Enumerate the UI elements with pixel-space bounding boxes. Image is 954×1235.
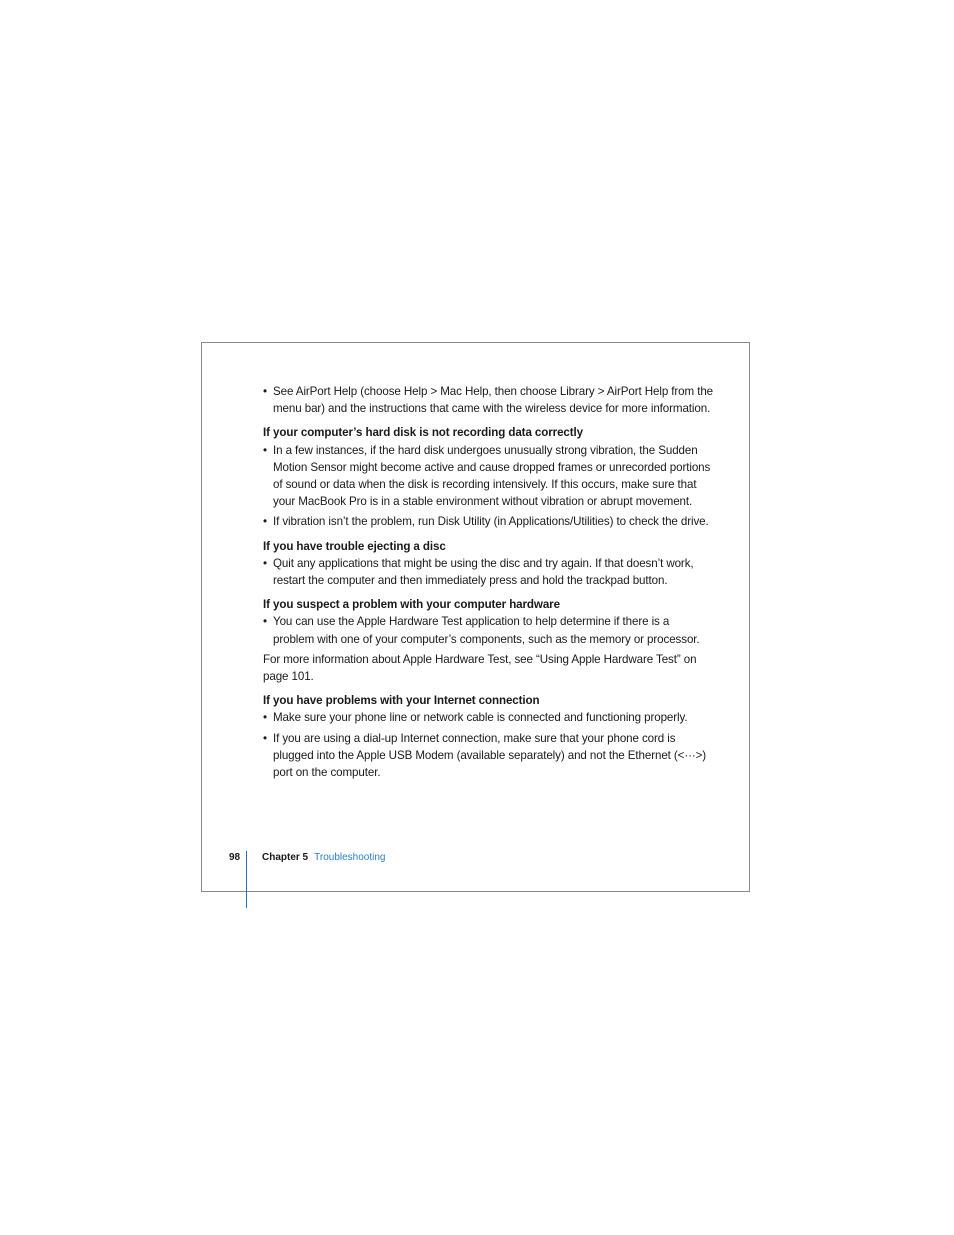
bullet-item xyxy=(263,555,713,589)
bullet-text: If you are using a dial-up Internet connection, make sure that your phone cord is plugged into the Apple USB Modem (available separately) and not the Ethernet (<···>) port on the computer. xyxy=(273,731,707,780)
bullet-text: See AirPort Help (choose Help > Mac Help, then choose Library > AirPort Help from the menu bar) and the instructions that came with the wireless device for more information. xyxy=(273,385,714,416)
bullet-item xyxy=(263,442,713,511)
page-number: 98 xyxy=(229,852,241,863)
body-paragraph: For more information about Apple Hardware Test, see “Using Apple Hardware Test” on page 101. xyxy=(263,652,697,684)
page-content xyxy=(263,383,713,784)
bullet-glyph: • xyxy=(263,615,267,629)
bullet-glyph: • xyxy=(263,385,267,398)
section-heading: If you have problems with your Internet connection xyxy=(263,694,540,708)
section-heading: If you have trouble ejecting a disc xyxy=(263,539,446,553)
bullet-glyph: • xyxy=(263,711,267,725)
section-eject-disc xyxy=(263,538,713,590)
section-internet xyxy=(263,692,713,781)
bullet-glyph: • xyxy=(263,443,267,457)
bullet-glyph: • xyxy=(263,556,267,570)
chapter-title: Troubleshooting xyxy=(314,852,386,863)
section-hardware xyxy=(263,596,713,685)
section-heading: If your computer’s hard disk is not recording data correctly xyxy=(263,426,583,440)
bullet-item xyxy=(263,383,713,417)
section-hard-disk xyxy=(263,424,713,530)
bullet-item xyxy=(263,613,713,647)
bullet-text: You can use the Apple Hardware Test application to help determine if there is a problem with one of your computer’s components, such as the memory or processor. xyxy=(273,615,700,646)
section-heading: If you suspect a problem with your computer hardware xyxy=(263,598,560,612)
section-airport xyxy=(263,383,713,417)
footer-rule xyxy=(246,851,247,908)
bullet-text: Make sure your phone line or network cable is connected and functioning properly. xyxy=(273,711,688,725)
bullet-item xyxy=(263,730,713,782)
footer-chapter xyxy=(262,851,385,864)
bullet-item xyxy=(263,513,713,530)
bullet-text: In a few instances, if the hard disk undergoes unusually strong vibration, the Sudden Motion Sensor might become active and cause dropped frames or unrecorded portions of sound or data when the disk is recording intensively. If this occurs, make sure that your MacBook Pro is in a stable environment without vibration or abrupt movement. xyxy=(273,443,711,509)
bullet-text: Quit any applications that might be using the disc and try again. If that doesn’t work, restart the computer and then immediately press and hold the trackpad button. xyxy=(273,556,694,588)
bullet-item xyxy=(263,709,713,726)
bullet-text: If vibration isn’t the problem, run Disk Utility (in Applications/Utilities) to check the drive. xyxy=(273,515,709,529)
bullet-glyph: • xyxy=(263,731,267,745)
chapter-label: Chapter 5 xyxy=(262,852,309,863)
bullet-glyph: • xyxy=(263,515,267,529)
